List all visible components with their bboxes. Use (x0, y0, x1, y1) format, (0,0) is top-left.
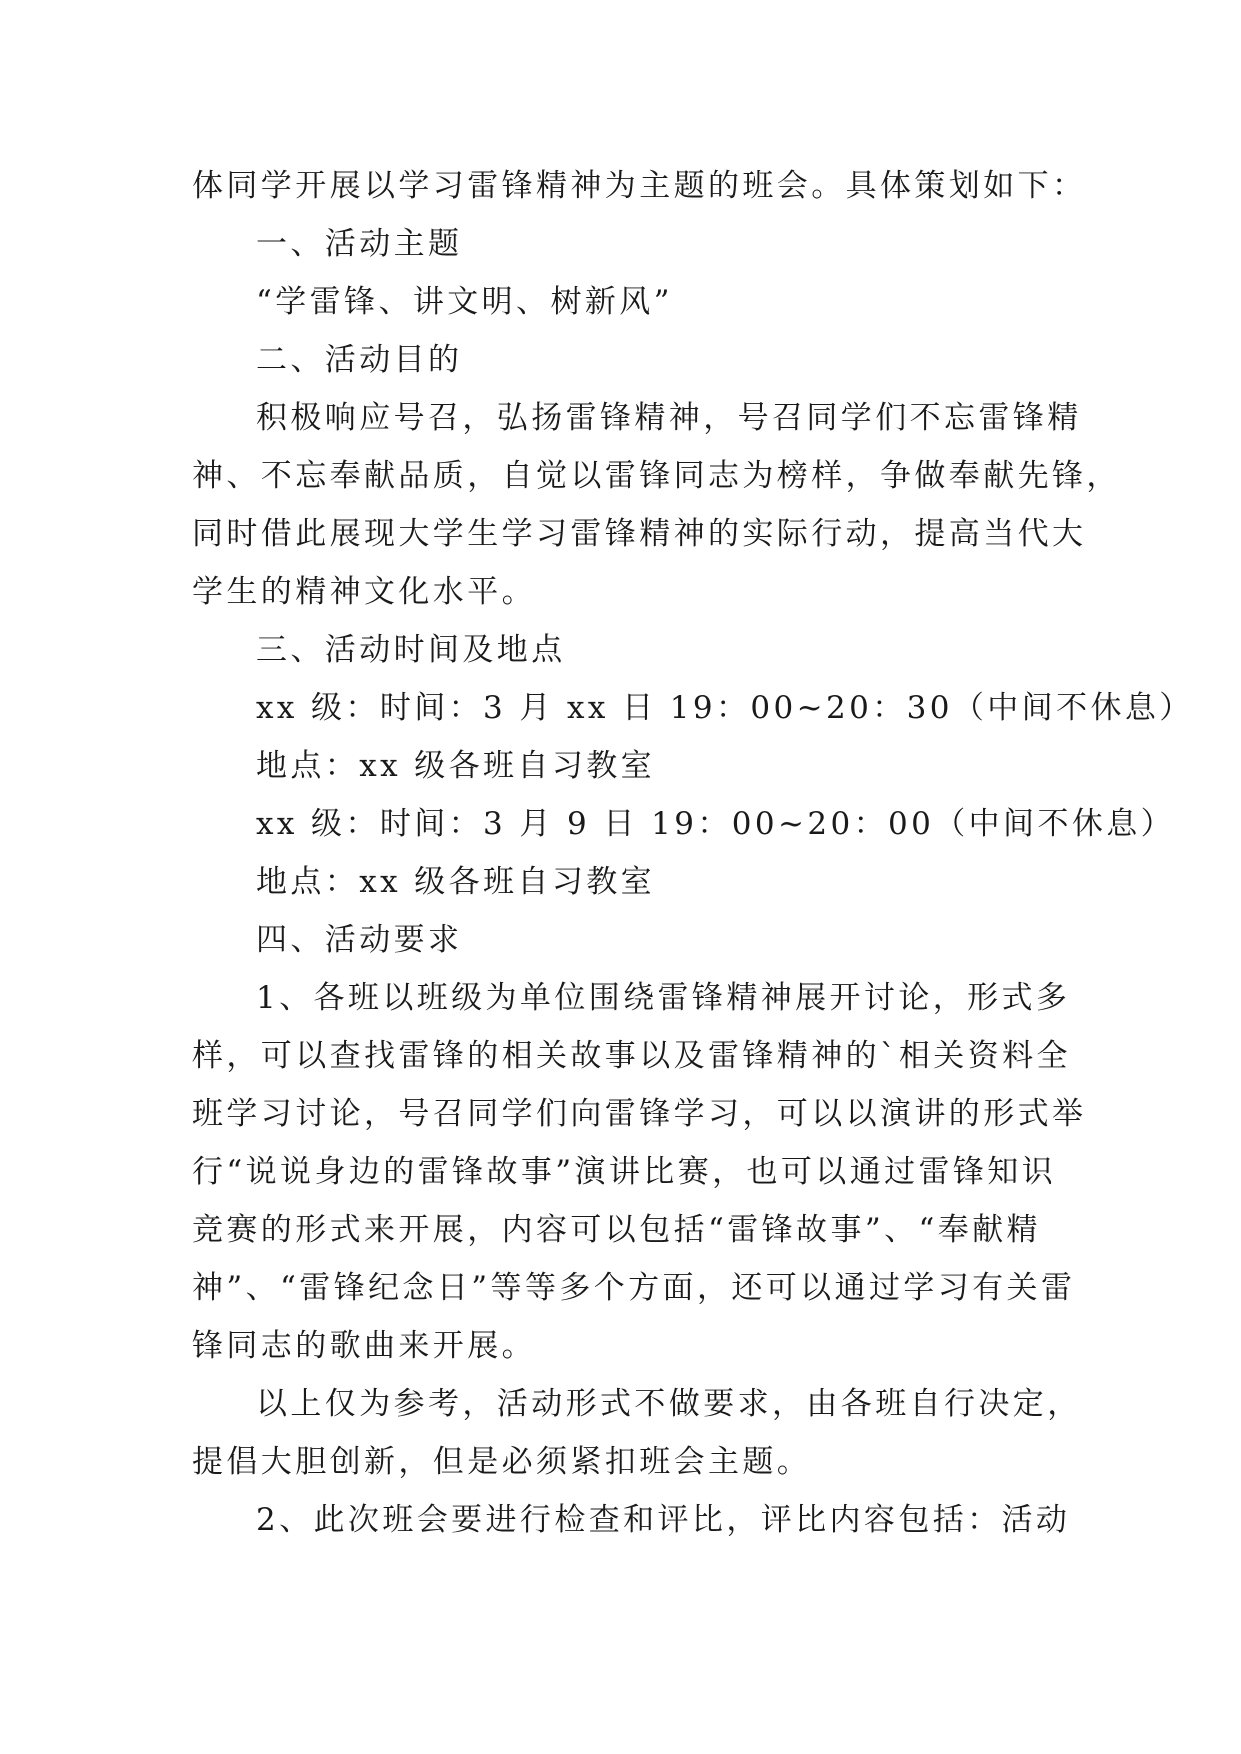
text-line: 锋同志的歌曲来开展。 (192, 1328, 536, 1364)
text-line: 积极响应号召，弘扬雷锋精神，号召同学们不忘雷锋精 (256, 400, 1082, 436)
text-line: 体同学开展以学习雷锋精神为主题的班会。具体策划如下： (192, 168, 1087, 204)
text-line: 以上仅为参考，活动形式不做要求，由各班自行决定， (256, 1386, 1082, 1422)
text-line: 1、各班以班级为单位围绕雷锋精神展开讨论，形式多 (256, 980, 1071, 1016)
text-line: xx 级：时间：3 月 9 日 19：00~20：00（中间不休息） (256, 806, 1176, 842)
text-line: 神”、“雷锋纪念日”等等多个方面，还可以通过学习有关雷 (192, 1270, 1076, 1306)
section-heading: 四、活动要求 (256, 922, 463, 958)
text-line: 地点：xx 级各班自习教室 (256, 864, 656, 900)
text-line: 班学习讨论，号召同学们向雷锋学习，可以以演讲的形式举 (192, 1096, 1087, 1132)
text-line: 竞赛的形式来开展，内容可以包括“雷锋故事”、“奉献精 (192, 1212, 1041, 1248)
text-line: 神、不忘奉献品质，自觉以雷锋同志为榜样，争做奉献先锋， (192, 458, 1121, 494)
text-line: 行“说说身边的雷锋故事”演讲比赛，也可以通过雷锋知识 (192, 1154, 1057, 1190)
text-line: 样，可以查找雷锋的相关故事以及雷锋精神的`相关资料全 (192, 1038, 1071, 1074)
text-line: 2、此次班会要进行检查和评比，评比内容包括：活动 (256, 1502, 1071, 1538)
text-line: 同时借此展现大学生学习雷锋精神的实际行动，提高当代大 (192, 516, 1087, 552)
text-line: 地点：xx 级各班自习教室 (256, 748, 656, 784)
section-heading: 三、活动时间及地点 (256, 632, 566, 668)
section-heading: 一、活动主题 (256, 226, 463, 262)
text-line: 提倡大胆创新，但是必须紧扣班会主题。 (192, 1444, 812, 1480)
text-line: 学生的精神文化水平。 (192, 574, 536, 610)
text-line: xx 级：时间：3 月 xx 日 19：00~20：30（中间不休息） (256, 690, 1194, 726)
text-line: “学雷锋、讲文明、树新风” (256, 284, 673, 320)
section-heading: 二、活动目的 (256, 342, 463, 378)
